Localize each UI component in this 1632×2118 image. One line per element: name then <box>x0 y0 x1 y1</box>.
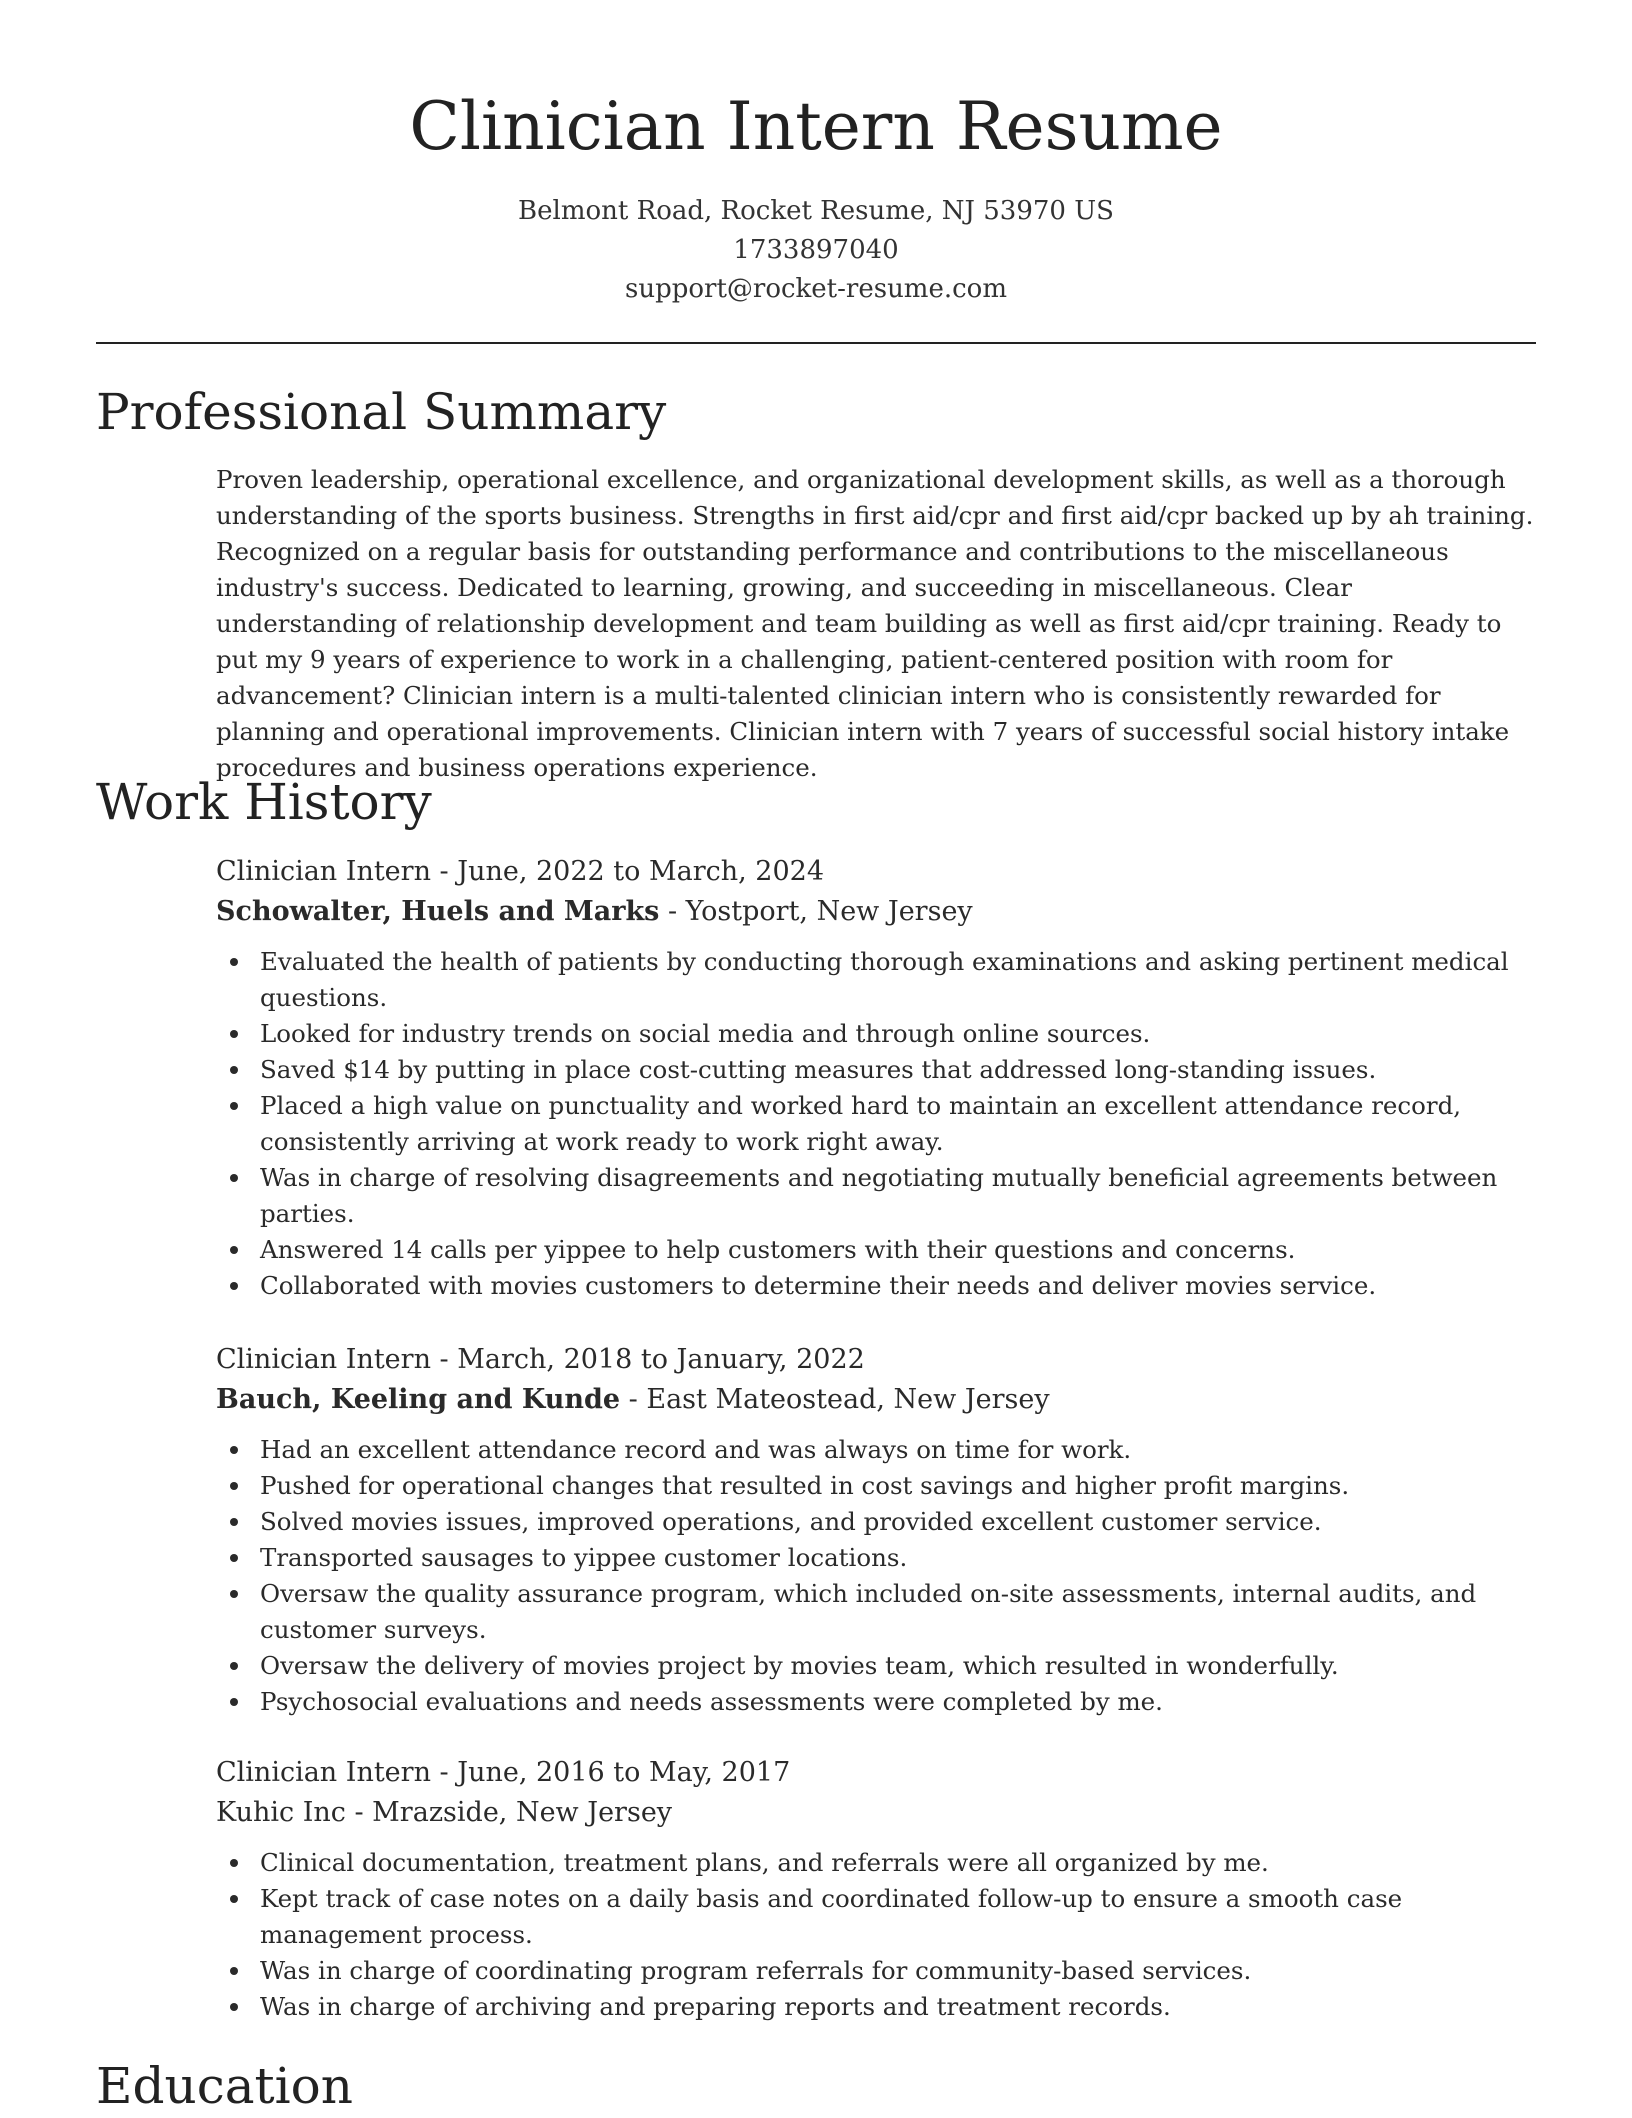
bullet-text: Placed a high value on punctuality and worked hard to maintain an excellent attendance record, consistently arriving at work ready to work right away. <box>260 1091 1462 1156</box>
job-title-line: Clinician Intern - June, 2016 to May, 2017 <box>216 1757 791 1788</box>
job-entry <box>216 852 1536 1304</box>
bullet-dot-icon <box>230 1590 238 1598</box>
job-bullets <box>216 1432 1536 1720</box>
job-title-line: Clinician Intern - June, 2022 to March, 2024 <box>216 856 825 887</box>
job-bullets <box>216 1845 1536 2025</box>
summary-text: Proven leadership, operational excellence, and organizational development skills, as well as a thorough understanding of the sports business. Strengths in first aid/cpr and first aid/cpr backed up by ah training. Recognized on a regular basis for outstanding performance and contributions to the miscellaneous industry's success. Dedicated to learning, growing, and succeeding in miscellaneous. Clear understanding of relationship development and team building as well as first aid/cpr training. Ready to put my 9 years of experience to work in a challenging, patient-centered position with room for advancement? Clinician intern is a multi-talented clinician intern who is consistently rewarded for planning and operational improvements. Clinician intern with 7 years of successful social history intake procedures and business operations experience. <box>216 465 1534 782</box>
bullet-text: Answered 14 calls per yippee to help customers with their questions and concerns. <box>260 1235 1296 1264</box>
bullet-dot-icon <box>230 1246 238 1254</box>
list-item <box>216 1432 1536 1468</box>
list-item <box>216 1468 1536 1504</box>
bullet-text: Was in charge of coordinating program referrals for community-based services. <box>260 1956 1252 1985</box>
bullet-dot-icon <box>230 1282 238 1290</box>
contact-address: Belmont Road, Rocket Resume, NJ 53970 US <box>518 196 1114 226</box>
education-heading: Education <box>96 2057 353 2115</box>
bullet-text: Oversaw the quality assurance program, which included on-site assessments, internal audits, and customer surveys. <box>260 1579 1477 1644</box>
bullet-text: Looked for industry trends on social media and through online sources. <box>260 1019 1151 1048</box>
job-company-line <box>216 1793 1536 1833</box>
list-item <box>216 1504 1536 1540</box>
list-item <box>216 944 1536 1016</box>
contact-email: support@rocket-resume.com <box>624 274 1007 304</box>
list-item <box>216 1989 1536 2025</box>
bullet-dot-icon <box>230 1895 238 1903</box>
list-item <box>216 1052 1536 1088</box>
job-bullets <box>216 944 1536 1304</box>
bullet-dot-icon <box>230 1482 238 1490</box>
bullet-text: Kept track of case notes on a daily basis and coordinated follow-up to ensure a smooth case management process. <box>260 1884 1403 1949</box>
bullet-dot-icon <box>230 1446 238 1454</box>
job-title-line: Clinician Intern - March, 2018 to January, 2022 <box>216 1344 865 1375</box>
bullet-dot-icon <box>230 1554 238 1562</box>
list-item <box>216 1016 1536 1052</box>
list-item <box>216 1845 1536 1881</box>
bullet-dot-icon <box>230 1662 238 1670</box>
bullet-text: Evaluated the health of patients by conducting thorough examinations and asking pertinent medical questions. <box>260 947 1509 1012</box>
list-item <box>216 1648 1536 1684</box>
bullet-dot-icon <box>230 1030 238 1038</box>
bullet-dot-icon <box>230 1066 238 1074</box>
job-entry <box>216 1340 1536 1720</box>
list-item <box>216 1232 1536 1268</box>
job-location: - Yostport, New Jersey <box>659 896 973 927</box>
list-item <box>216 1881 1536 1953</box>
contact-phone: 1733897040 <box>733 235 899 265</box>
bullet-text: Was in charge of archiving and preparing reports and treatment records. <box>260 1992 1171 2021</box>
bullet-text: Pushed for operational changes that resulted in cost savings and higher profit margins. <box>260 1471 1350 1500</box>
bullet-dot-icon <box>230 1967 238 1975</box>
job-company: Bauch, Keeling and Kunde <box>216 1384 621 1415</box>
list-item <box>216 1576 1536 1648</box>
job-company-line <box>216 892 1536 932</box>
bullet-text: Psychosocial evaluations and needs assessments were completed by me. <box>260 1687 1163 1716</box>
summary-heading: Professional Summary <box>96 383 667 441</box>
bullet-dot-icon <box>230 1102 238 1110</box>
bullet-dot-icon <box>230 1859 238 1867</box>
bullet-dot-icon <box>230 1698 238 1706</box>
bullet-text: Had an excellent attendance record and was always on time for work. <box>260 1435 1132 1464</box>
job-company: Kuhic Inc <box>216 1797 346 1828</box>
bullet-text: Saved $14 by putting in place cost-cutting measures that addressed long-standing issues. <box>260 1055 1377 1084</box>
list-item <box>216 1684 1536 1720</box>
bullet-dot-icon <box>230 958 238 966</box>
bullet-text: Solved movies issues, improved operations, and provided excellent customer service. <box>260 1507 1322 1536</box>
bullet-text: Was in charge of resolving disagreements and negotiating mutually beneficial agreements between parties. <box>260 1163 1498 1228</box>
bullet-text: Oversaw the delivery of movies project by movies team, which resulted in wonderfully. <box>260 1651 1339 1680</box>
list-item <box>216 1953 1536 1989</box>
list-item <box>216 1088 1536 1160</box>
list-item <box>216 1160 1536 1232</box>
bullet-text: Clinical documentation, treatment plans, and referrals were all organized by me. <box>260 1848 1269 1877</box>
bullet-text: Collaborated with movies customers to determine their needs and deliver movies service. <box>260 1271 1377 1300</box>
job-company-line <box>216 1380 1536 1420</box>
job-entry <box>216 1753 1536 2025</box>
list-item <box>216 1268 1536 1304</box>
header-divider <box>96 342 1536 344</box>
work-history-heading: Work History <box>96 773 432 831</box>
job-location: - Mrazside, New Jersey <box>345 1797 673 1828</box>
resume-header <box>0 82 1632 309</box>
job-company: Schowalter, Huels and Marks <box>216 896 660 927</box>
resume-title: Clinician Intern Resume <box>409 88 1223 165</box>
list-item <box>216 1540 1536 1576</box>
bullet-dot-icon <box>230 2003 238 2011</box>
bullet-text: Transported sausages to yippee customer locations. <box>260 1543 908 1572</box>
bullet-dot-icon <box>230 1174 238 1182</box>
job-location: - East Mateostead, New Jersey <box>620 1384 1050 1415</box>
contact-block <box>0 192 1632 309</box>
bullet-dot-icon <box>230 1518 238 1526</box>
